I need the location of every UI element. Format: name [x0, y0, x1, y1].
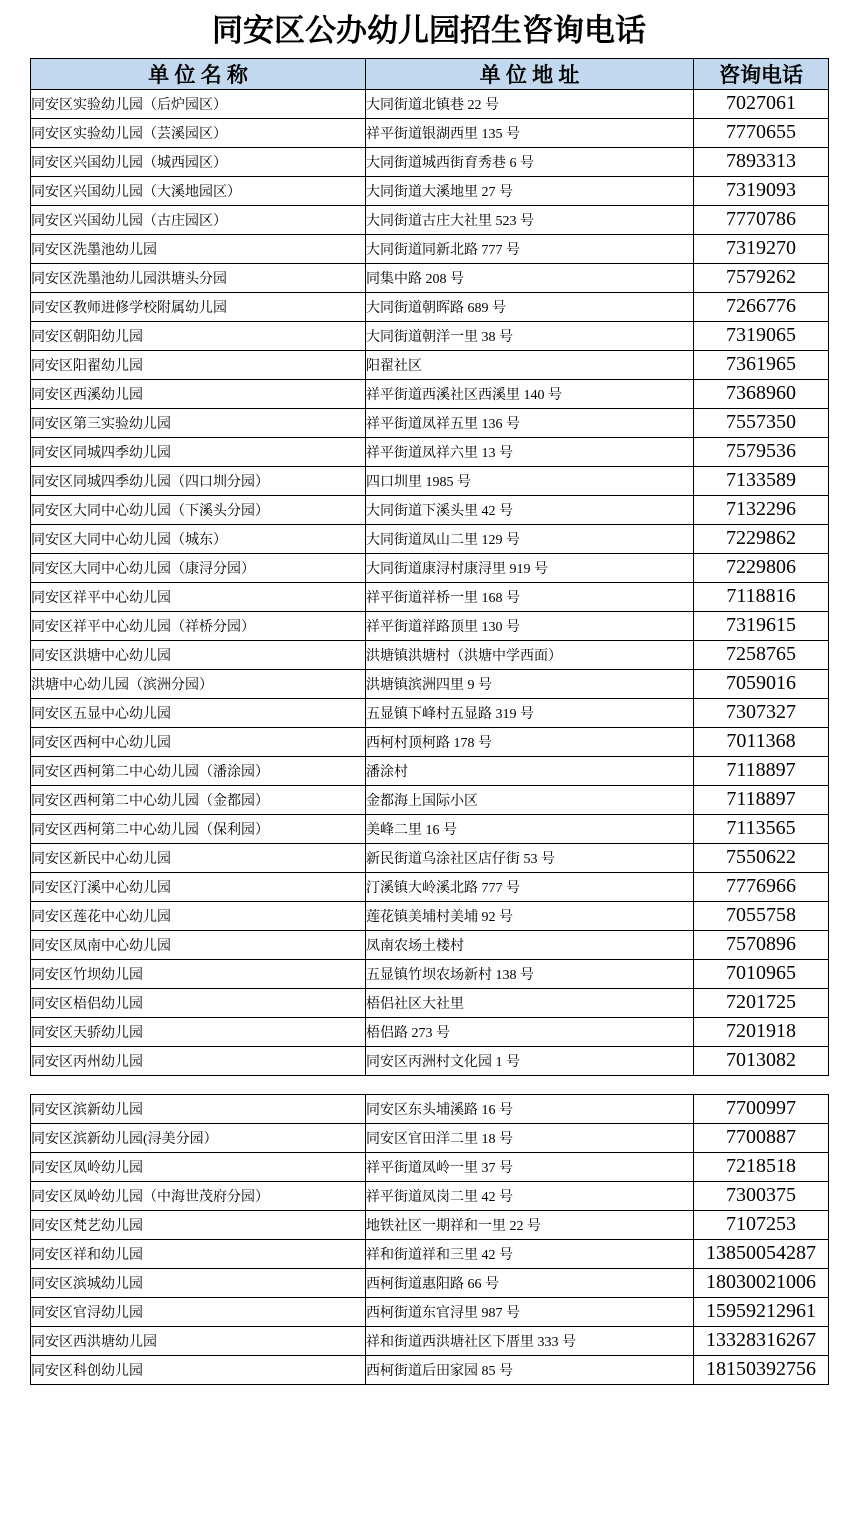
unit-name-cell: 同安区五显中心幼儿园: [31, 698, 366, 727]
unit-name-cell: 同安区西溪幼儿园: [31, 379, 366, 408]
unit-name-cell: 同安区凤岭幼儿园（中海世茂府分园）: [31, 1181, 366, 1210]
unit-address-cell: 祥平街道祥桥一里 168 号: [366, 582, 694, 611]
table-row: [31, 234, 829, 263]
phone-number-cell: 7319065: [694, 321, 829, 350]
phone-number-cell: 7700887: [694, 1123, 829, 1152]
table-row: [31, 1210, 829, 1239]
phone-number-cell: 7027061: [694, 89, 829, 118]
unit-address-cell: 阳翟社区: [366, 350, 694, 379]
unit-address-cell: 汀溪镇大岭溪北路 777 号: [366, 872, 694, 901]
unit-name-cell: 同安区西柯第二中心幼儿园（保利园）: [31, 814, 366, 843]
unit-address-cell: 大同街道城西街育秀巷 6 号: [366, 147, 694, 176]
column-header-unit-address: 单 位 地 址: [366, 58, 694, 89]
table-row: [31, 1152, 829, 1181]
phone-number-cell: 7300375: [694, 1181, 829, 1210]
table-row: [31, 553, 829, 582]
table-row: [31, 785, 829, 814]
phone-number-cell: 7113565: [694, 814, 829, 843]
table-row: [31, 89, 829, 118]
unit-name-cell: 同安区凤南中心幼儿园: [31, 930, 366, 959]
unit-address-cell: 同集中路 208 号: [366, 263, 694, 292]
table-row: [31, 1268, 829, 1297]
unit-name-cell: 同安区滨城幼儿园: [31, 1268, 366, 1297]
unit-address-cell: 祥和街道西洪塘社区下厝里 333 号: [366, 1326, 694, 1355]
unit-name-cell: 同安区实验幼儿园（芸溪园区）: [31, 118, 366, 147]
unit-address-cell: 大同街道朝晖路 689 号: [366, 292, 694, 321]
table-row: [31, 118, 829, 147]
unit-name-cell: 同安区汀溪中心幼儿园: [31, 872, 366, 901]
unit-name-cell: 同安区第三实验幼儿园: [31, 408, 366, 437]
unit-address-cell: 祥平街道凤祥五里 136 号: [366, 408, 694, 437]
unit-address-cell: 大同街道大溪地里 27 号: [366, 176, 694, 205]
unit-address-cell: 大同街道同新北路 777 号: [366, 234, 694, 263]
unit-address-cell: 祥平街道凤岭一里 37 号: [366, 1152, 694, 1181]
unit-name-cell: 同安区西柯第二中心幼儿园（金都园）: [31, 785, 366, 814]
table-row: [31, 350, 829, 379]
table-row: [31, 205, 829, 234]
unit-name-cell: 同安区兴国幼儿园（城西园区）: [31, 147, 366, 176]
unit-address-cell: 大同街道古庄大社里 523 号: [366, 205, 694, 234]
unit-name-cell: 同安区洗墨池幼儿园洪塘头分园: [31, 263, 366, 292]
phone-number-cell: 7579536: [694, 437, 829, 466]
table-row: [31, 524, 829, 553]
unit-name-cell: 同安区洗墨池幼儿园: [31, 234, 366, 263]
phone-number-cell: 7557350: [694, 408, 829, 437]
unit-address-cell: 祥平街道银湖西里 135 号: [366, 118, 694, 147]
phone-number-cell: 7776966: [694, 872, 829, 901]
unit-name-cell: 同安区新民中心幼儿园: [31, 843, 366, 872]
unit-name-cell: 同安区同城四季幼儿园（四口圳分园）: [31, 466, 366, 495]
table-row: [31, 640, 829, 669]
phone-number-cell: 18030021006: [694, 1268, 829, 1297]
phone-number-cell: 7570896: [694, 930, 829, 959]
unit-name-cell: 同安区洪塘中心幼儿园: [31, 640, 366, 669]
table-row: [31, 379, 829, 408]
unit-address-cell: 大同街道下溪头里 42 号: [366, 495, 694, 524]
unit-address-cell: 西柯街道东官浔里 987 号: [366, 1297, 694, 1326]
unit-address-cell: 梧侣路 273 号: [366, 1017, 694, 1046]
phone-number-cell: 7229862: [694, 524, 829, 553]
table-row: [31, 582, 829, 611]
unit-address-cell: 大同街道凤山二里 129 号: [366, 524, 694, 553]
unit-name-cell: 同安区官浔幼儿园: [31, 1297, 366, 1326]
table-row: [31, 1094, 829, 1123]
table-row: [31, 611, 829, 640]
unit-address-cell: 祥平街道西溪社区西溪里 140 号: [366, 379, 694, 408]
column-header-unit-name: 单 位 名 称: [31, 58, 366, 89]
phone-number-cell: 7013082: [694, 1046, 829, 1075]
phone-number-cell: 7201725: [694, 988, 829, 1017]
phone-number-cell: 7550622: [694, 843, 829, 872]
unit-address-cell: 地铁社区一期祥和一里 22 号: [366, 1210, 694, 1239]
phone-number-cell: 7266776: [694, 292, 829, 321]
phone-number-cell: 7319093: [694, 176, 829, 205]
unit-address-cell: 金都海上国际小区: [366, 785, 694, 814]
unit-name-cell: 洪塘中心幼儿园（滨洲分园）: [31, 669, 366, 698]
table-row: [31, 408, 829, 437]
table-row: [31, 1326, 829, 1355]
table-row: [31, 901, 829, 930]
phone-number-cell: 7055758: [694, 901, 829, 930]
phone-number-cell: 7770655: [694, 118, 829, 147]
unit-name-cell: 同安区朝阳幼儿园: [31, 321, 366, 350]
table-row: [31, 147, 829, 176]
phone-number-cell: 7010965: [694, 959, 829, 988]
phone-number-cell: 7700997: [694, 1094, 829, 1123]
page-title: 同安区公办幼儿园招生咨询电话: [212, 13, 646, 48]
table-row: [31, 930, 829, 959]
unit-address-cell: 洪塘镇洪塘村（洪塘中学西面）: [366, 640, 694, 669]
unit-name-cell: 同安区兴国幼儿园（古庄园区）: [31, 205, 366, 234]
phone-number-cell: 7579262: [694, 263, 829, 292]
table-row: [31, 872, 829, 901]
phone-number-cell: 7118816: [694, 582, 829, 611]
phone-number-cell: 7893313: [694, 147, 829, 176]
unit-address-cell: 梧侣社区大社里: [366, 988, 694, 1017]
unit-address-cell: 祥平街道凤岗二里 42 号: [366, 1181, 694, 1210]
unit-address-cell: 西柯街道惠阳路 66 号: [366, 1268, 694, 1297]
unit-address-cell: 大同街道北镇巷 22 号: [366, 89, 694, 118]
phone-number-cell: 7258765: [694, 640, 829, 669]
unit-address-cell: 大同街道朝洋一里 38 号: [366, 321, 694, 350]
unit-address-cell: 五显镇下峰村五显路 319 号: [366, 698, 694, 727]
phone-number-cell: 7011368: [694, 727, 829, 756]
unit-name-cell: 同安区大同中心幼儿园（城东）: [31, 524, 366, 553]
table-row: [31, 263, 829, 292]
table-row: [31, 959, 829, 988]
table-row: [31, 814, 829, 843]
unit-address-cell: 同安区官田洋二里 18 号: [366, 1123, 694, 1152]
phone-number-cell: 7229806: [694, 553, 829, 582]
unit-name-cell: 同安区丙州幼儿园: [31, 1046, 366, 1075]
unit-name-cell: 同安区西洪塘幼儿园: [31, 1326, 366, 1355]
table-row: [31, 1046, 829, 1075]
table-row: [31, 292, 829, 321]
unit-name-cell: 同安区凤岭幼儿园: [31, 1152, 366, 1181]
unit-name-cell: 同安区同城四季幼儿园: [31, 437, 366, 466]
phone-number-cell: 7107253: [694, 1210, 829, 1239]
phone-number-cell: 7319270: [694, 234, 829, 263]
unit-address-cell: 美峰二里 16 号: [366, 814, 694, 843]
phone-number-cell: 7307327: [694, 698, 829, 727]
kindergarten-phone-table-main: [30, 58, 829, 1076]
phone-number-cell: 7319615: [694, 611, 829, 640]
unit-name-cell: 同安区西柯第二中心幼儿园（潘涂园）: [31, 756, 366, 785]
unit-address-cell: 西柯村顶柯路 178 号: [366, 727, 694, 756]
kindergarten-phone-table-extra: [30, 1094, 829, 1385]
unit-address-cell: 凤南农场土楼村: [366, 930, 694, 959]
phone-number-cell: 7132296: [694, 495, 829, 524]
table-gap-divider: [30, 1076, 828, 1094]
phone-number-cell: 7770786: [694, 205, 829, 234]
table-row: [31, 1123, 829, 1152]
phone-number-cell: 7118897: [694, 785, 829, 814]
unit-name-cell: 同安区祥平中心幼儿园（祥桥分园）: [31, 611, 366, 640]
phone-number-cell: 7368960: [694, 379, 829, 408]
table-row: [31, 1017, 829, 1046]
unit-address-cell: 莲花镇美埔村美埔 92 号: [366, 901, 694, 930]
unit-address-cell: 西柯街道后田家园 85 号: [366, 1355, 694, 1384]
unit-name-cell: 同安区兴国幼儿园（大溪地园区）: [31, 176, 366, 205]
phone-number-cell: 7059016: [694, 669, 829, 698]
unit-name-cell: 同安区莲花中心幼儿园: [31, 901, 366, 930]
table-row: [31, 437, 829, 466]
table-row: [31, 1181, 829, 1210]
unit-name-cell: 同安区阳翟幼儿园: [31, 350, 366, 379]
unit-name-cell: 同安区梵艺幼儿园: [31, 1210, 366, 1239]
phone-number-cell: 7133589: [694, 466, 829, 495]
phone-number-cell: 13328316267: [694, 1326, 829, 1355]
phone-number-cell: 18150392756: [694, 1355, 829, 1384]
unit-address-cell: 祥平街道凤祥六里 13 号: [366, 437, 694, 466]
unit-name-cell: 同安区竹坝幼儿园: [31, 959, 366, 988]
unit-name-cell: 同安区祥和幼儿园: [31, 1239, 366, 1268]
table-row: [31, 988, 829, 1017]
unit-name-cell: 同安区梧侣幼儿园: [31, 988, 366, 1017]
unit-name-cell: 同安区实验幼儿园（后炉园区）: [31, 89, 366, 118]
unit-address-cell: 祥平街道祥路顶里 130 号: [366, 611, 694, 640]
unit-name-cell: 同安区滨新幼儿园: [31, 1094, 366, 1123]
phone-number-cell: 7201918: [694, 1017, 829, 1046]
unit-name-cell: 同安区滨新幼儿园(浔美分园）: [31, 1123, 366, 1152]
unit-address-cell: 潘涂村: [366, 756, 694, 785]
table-header-row: [31, 58, 829, 89]
phone-number-cell: 13850054287: [694, 1239, 829, 1268]
unit-name-cell: 同安区大同中心幼儿园（康浔分园）: [31, 553, 366, 582]
table-row: [31, 1239, 829, 1268]
unit-address-cell: 新民街道乌涂社区店仔街 53 号: [366, 843, 694, 872]
phone-number-cell: 7361965: [694, 350, 829, 379]
column-header-phone: 咨询电话: [694, 58, 829, 89]
unit-name-cell: 同安区西柯中心幼儿园: [31, 727, 366, 756]
phone-number-cell: 7118897: [694, 756, 829, 785]
unit-address-cell: 大同街道康浔村康浔里 919 号: [366, 553, 694, 582]
table-row: [31, 176, 829, 205]
table-row: [31, 698, 829, 727]
table-row: [31, 843, 829, 872]
table-row: [31, 1355, 829, 1384]
unit-address-cell: 洪塘镇滨洲四里 9 号: [366, 669, 694, 698]
unit-name-cell: 同安区教师进修学校附属幼儿园: [31, 292, 366, 321]
unit-address-cell: 五显镇竹坝农场新村 138 号: [366, 959, 694, 988]
unit-name-cell: 同安区祥平中心幼儿园: [31, 582, 366, 611]
unit-name-cell: 同安区科创幼儿园: [31, 1355, 366, 1384]
unit-address-cell: 同安区丙洲村文化园 1 号: [366, 1046, 694, 1075]
table-row: [31, 466, 829, 495]
table-row: [31, 495, 829, 524]
table-row: [31, 669, 829, 698]
table-row: [31, 1297, 829, 1326]
unit-address-cell: 四口圳里 1985 号: [366, 466, 694, 495]
table-row: [31, 321, 829, 350]
unit-name-cell: 同安区大同中心幼儿园（下溪头分园）: [31, 495, 366, 524]
phone-number-cell: 7218518: [694, 1152, 829, 1181]
table-row: [31, 727, 829, 756]
unit-address-cell: 祥和街道祥和三里 42 号: [366, 1239, 694, 1268]
unit-address-cell: 同安区东头埔溪路 16 号: [366, 1094, 694, 1123]
table-row: [31, 756, 829, 785]
unit-name-cell: 同安区天骄幼儿园: [31, 1017, 366, 1046]
phone-number-cell: 15959212961: [694, 1297, 829, 1326]
